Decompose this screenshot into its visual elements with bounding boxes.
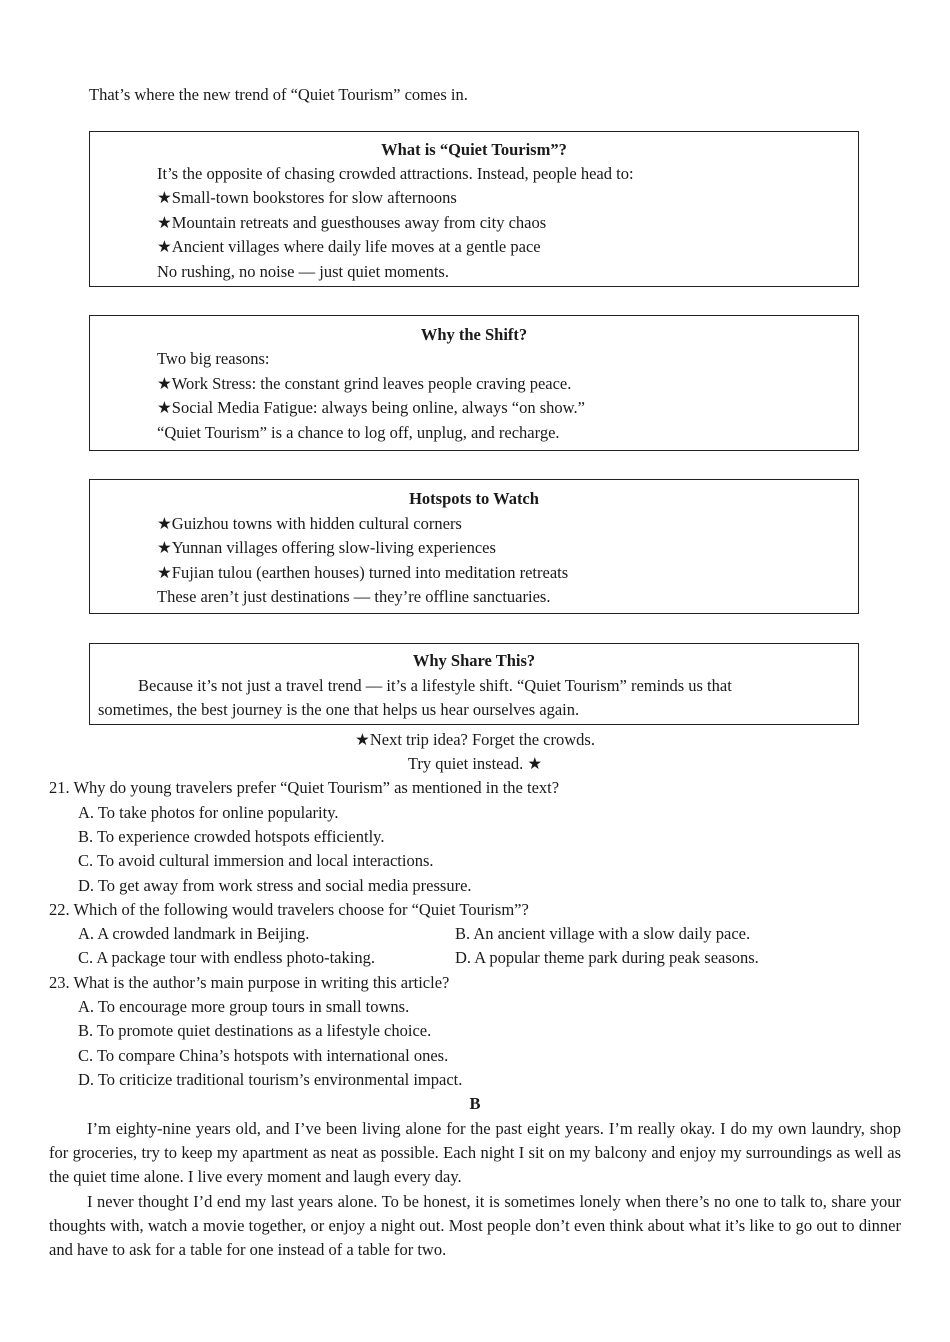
box-line: It’s the opposite of chasing crowded attractions. Instead, people head to: bbox=[157, 164, 634, 183]
question-option: B. To experience crowded hotspots efficiently. bbox=[78, 827, 385, 846]
question-option: B. To promote quiet destinations as a lifestyle choice. bbox=[78, 1021, 432, 1040]
question-stem: 21. Why do young travelers prefer “Quiet Tourism” as mentioned in the text? bbox=[49, 778, 560, 797]
question-option: D. To criticize traditional tourism’s environmental impact. bbox=[78, 1070, 463, 1089]
question-option: A. To encourage more group tours in small towns. bbox=[78, 997, 410, 1016]
question-stem: 23. What is the author’s main purpose in writing this article? bbox=[49, 973, 450, 992]
box-title: What is “Quiet Tourism”? bbox=[381, 140, 567, 159]
question-option: A. A crowded landmark in Beijing. bbox=[78, 924, 310, 943]
closing-line: ★Next trip idea? Forget the crowds. bbox=[355, 730, 595, 749]
box-line: ★Ancient villages where daily life moves at a gentle pace bbox=[157, 237, 541, 256]
box-line: ★Small-town bookstores for slow afternoons bbox=[157, 188, 457, 207]
box-title: Why Share This? bbox=[412, 651, 536, 670]
box-title: Hotspots to Watch bbox=[409, 489, 539, 508]
box-line: ★Work Stress: the constant grind leaves people craving peace. bbox=[157, 374, 572, 393]
why-share-this-box bbox=[89, 643, 859, 725]
question-option: C. A package tour with endless photo-taking. bbox=[78, 948, 375, 967]
box-line: ★Fujian tulou (earthen houses) turned into meditation retreats bbox=[157, 563, 569, 582]
question-option: D. A popular theme park during peak seasons. bbox=[455, 948, 759, 967]
intro-text: That’s where the new trend of “Quiet Tourism” comes in. bbox=[89, 85, 468, 104]
box-line: ★Mountain retreats and guesthouses away from city chaos bbox=[157, 213, 547, 232]
question-option: B. An ancient village with a slow daily pace. bbox=[455, 924, 751, 943]
question-option: C. To compare China’s hotspots with international ones. bbox=[78, 1046, 449, 1065]
section-b-paragraph bbox=[49, 1190, 901, 1263]
box-line: These aren’t just destinations — they’re offline sanctuaries. bbox=[157, 587, 551, 606]
paragraph-text: I’m eighty-nine years old, and I’ve been living alone for the past eight years. I’m really okay. I do my own laundry, shop for groceries, try to keep my apartment as neat as possible. Each night I sit on my balcony and enjoy my surroundings as well as the quiet time alone. I live every moment and laugh every day. bbox=[49, 1119, 901, 1187]
question-option: C. To avoid cultural immersion and local interactions. bbox=[78, 851, 434, 870]
closing-line: Try quiet instead. ★ bbox=[407, 754, 543, 773]
question-stem: 22. Which of the following would travelers choose for “Quiet Tourism”? bbox=[49, 900, 529, 919]
question-option: A. To take photos for online popularity. bbox=[78, 803, 339, 822]
paragraph-text: I never thought I’d end my last years alone. To be honest, it is sometimes lonely when there’s no one to talk to, share your thoughts with, watch a movie together, or enjoy a night out. Most people don’t even think about what it’s like to go out to dinner and have to ask for a table for one instead of a table for two. bbox=[49, 1192, 901, 1260]
box-line: ★Yunnan villages offering slow-living experiences bbox=[157, 538, 496, 557]
box-line: sometimes, the best journey is the one that helps us hear ourselves again. bbox=[98, 700, 580, 719]
box-line: ★Social Media Fatigue: always being online, always “on show.” bbox=[157, 398, 585, 417]
box-line: Two big reasons: bbox=[157, 349, 270, 368]
box-line: ★Guizhou towns with hidden cultural corners bbox=[157, 514, 462, 533]
what-is-quiet-tourism-box bbox=[89, 131, 859, 287]
section-b-heading: B bbox=[469, 1094, 481, 1113]
question-option: D. To get away from work stress and social media pressure. bbox=[78, 876, 472, 895]
box-line: Because it’s not just a travel trend — it’s a lifestyle shift. “Quiet Tourism” reminds us that bbox=[138, 676, 732, 695]
hotspots-to-watch-box bbox=[89, 479, 859, 614]
why-the-shift-box bbox=[89, 315, 859, 451]
box-line: “Quiet Tourism” is a chance to log off, unplug, and recharge. bbox=[157, 423, 560, 442]
box-title: Why the Shift? bbox=[420, 325, 528, 344]
section-b-paragraph bbox=[49, 1117, 901, 1190]
box-line: No rushing, no noise — just quiet moments. bbox=[157, 262, 449, 281]
